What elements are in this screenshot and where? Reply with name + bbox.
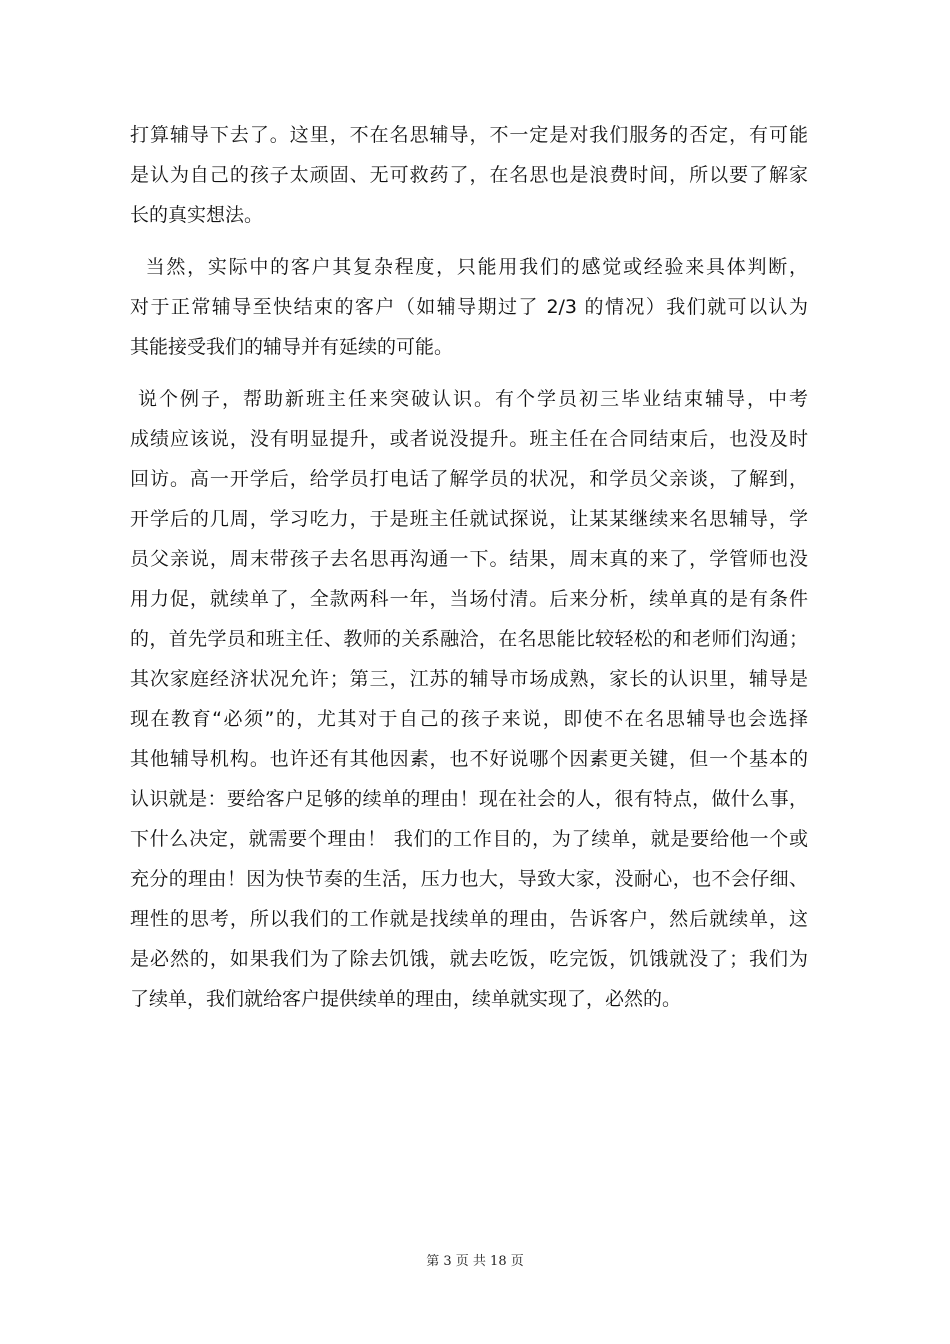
text-line: 开学后的几周，学习吃力，于是班主任就试探说，让某某继续来名思辅导，学 xyxy=(130,508,808,530)
text-line: 下什么决定，就需要个理由！ 我们的工作目的，为了续单，就是要给他一个或 xyxy=(130,828,808,850)
text-line: 认识就是：要给客户足够的续单的理由！现在社会的人，很有特点，做什么事， xyxy=(130,788,808,810)
text-line: 现在教育“必须”的，尤其对于自己的孩子来说，即使不在名思辅导也会选择 xyxy=(130,708,808,730)
text-line: 理性的思考，所以我们的工作就是找续单的理由，告诉客户，然后就续单，这 xyxy=(130,908,808,930)
page-footer: 第 3 页 共 18 页 xyxy=(426,1254,524,1269)
text-line: 成绩应该说，没有明显提升，或者说没提升。班主任在合同结束后，也没及时 xyxy=(130,428,808,450)
text-line: 的，首先学员和班主任、教师的关系融洽，在名思能比较轻松的和老师们沟通； xyxy=(130,628,808,650)
text-line: 其他辅导机构。也许还有其他因素，也不好说哪个因素更关键，但一个基本的 xyxy=(130,748,808,770)
paragraph-2 xyxy=(130,247,808,367)
text-line: 用力促，就续单了，全款两科一年，当场付清。后来分析，续单真的是有条件 xyxy=(130,588,808,610)
text-line: 其能接受我们的辅导并有延续的可能。 xyxy=(130,336,454,358)
text-line: 了续单，我们就给客户提供续单的理由，续单就实现了，必然的。 xyxy=(130,988,682,1010)
text-line: 当然，实际中的客户其复杂程度，只能用我们的感觉或经验来具体判断， xyxy=(130,256,808,278)
paragraph-1 xyxy=(130,115,808,235)
document-body xyxy=(130,115,808,1031)
text-line: 回访。高一开学后，给学员打电话了解学员的状况，和学员父亲谈，了解到， xyxy=(130,468,808,490)
text-line: 其次家庭经济状况允许；第三，江苏的辅导市场成熟，家长的认识里，辅导是 xyxy=(130,668,808,690)
text-line: 说个例子，帮助新班主任来突破认识。有个学员初三毕业结束辅导，中考 xyxy=(130,388,808,410)
text-line: 是必然的，如果我们为了除去饥饿，就去吃饭，吃完饭，饥饿就没了；我们为 xyxy=(130,948,808,970)
text-line: 充分的理由！因为快节奏的生活，压力也大，导致大家，没耐心，也不会仔细、 xyxy=(130,868,808,890)
text-line: 是认为自己的孩子太顽固、无可救药了，在名思也是浪费时间，所以要了解家 xyxy=(130,164,808,186)
text-line: 长的真实想法。 xyxy=(130,204,264,226)
text-line: 打算辅导下去了。这里，不在名思辅导，不一定是对我们服务的否定，有可能 xyxy=(130,124,808,146)
text-line: 对于正常辅导至快结束的客户（如辅导期过了 2/3 的情况）我们就可以认为 xyxy=(130,296,808,318)
text-line: 员父亲说，周末带孩子去名思再沟通一下。结果，周末真的来了，学管师也没 xyxy=(130,548,808,570)
paragraph-3 xyxy=(130,379,808,1019)
